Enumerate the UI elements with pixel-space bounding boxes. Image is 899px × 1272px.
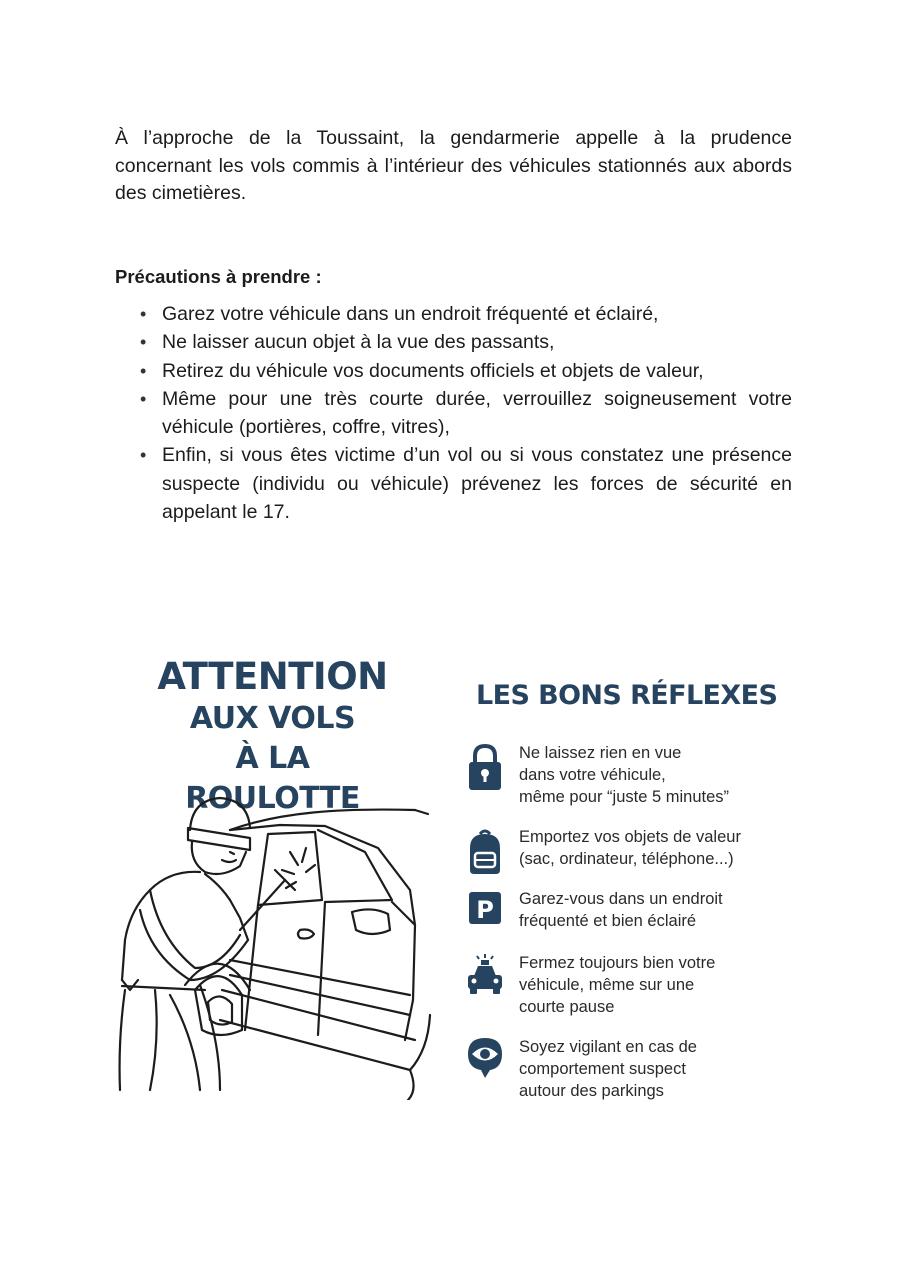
poster-title-line-3: À LA ROULOTTE <box>185 741 360 816</box>
precaution-item: • Garez votre véhicule dans un endroit fréquenté et éclairé, <box>140 300 792 328</box>
tip-text <box>519 952 789 1018</box>
tip-line: fréquenté et bien éclairé <box>519 912 697 930</box>
tip-text <box>519 826 789 870</box>
tip-line: Soyez vigilant en cas de <box>519 1038 697 1056</box>
tip-line: véhicule, même sur une <box>519 976 695 994</box>
tip-line: dans votre véhicule, <box>519 766 666 784</box>
precautions-list <box>140 300 792 526</box>
tip-line: même pour “juste 5 minutes” <box>519 788 729 806</box>
precautions-title: Précautions à prendre : <box>115 266 322 287</box>
tip-text <box>519 742 789 808</box>
parking-icon <box>466 888 504 938</box>
tip-line: comportement suspect <box>519 1060 686 1078</box>
precaution-item: • Retirez du véhicule vos documents officiels et objets de valeur, <box>140 357 792 385</box>
poster-title-line-1: ATTENTION <box>157 655 388 698</box>
thief-car-illustration <box>110 790 440 1100</box>
tip-line: Garez-vous dans un endroit <box>519 890 723 908</box>
padlock-icon <box>466 742 504 792</box>
eye-icon <box>466 1036 504 1086</box>
car-alarm-icon <box>466 952 504 1002</box>
backpack-icon <box>466 826 504 876</box>
tip-line: Fermez toujours bien votre <box>519 954 716 972</box>
tip-text <box>519 888 789 932</box>
precaution-item: • Ne laisser aucun objet à la vue des passants, <box>140 328 792 356</box>
reflexes-title: LES BONS RÉFLEXES <box>476 680 778 711</box>
tip-line: Emportez vos objets de valeur <box>519 828 741 846</box>
tip-line: (sac, ordinateur, téléphone...) <box>519 850 734 868</box>
tip-line: courte pause <box>519 998 615 1016</box>
svg-text:P: P <box>476 896 494 924</box>
tip-line: autour des parkings <box>519 1082 664 1100</box>
precaution-item: • Enfin, si vous êtes victime d’un vol ou si vous constatez une présence suspecte (individu ou véhicule) prévenez les forces de sécurité en appelant le 17. <box>140 441 792 526</box>
intro-paragraph: À l’approche de la Toussaint, la gendarmerie appelle à la prudence concernant les vols commis à l’intérieur des véhicules stationnés aux abords des cimetières. <box>115 127 792 204</box>
tip-line: Ne laissez rien en vue <box>519 744 682 762</box>
tip-text <box>519 1036 789 1102</box>
precaution-item: • Même pour une très courte durée, verrouillez soigneusement votre véhicule (portières, coffre, vitres), <box>140 385 792 442</box>
poster-title-line-2: AUX VOLS <box>189 701 356 736</box>
